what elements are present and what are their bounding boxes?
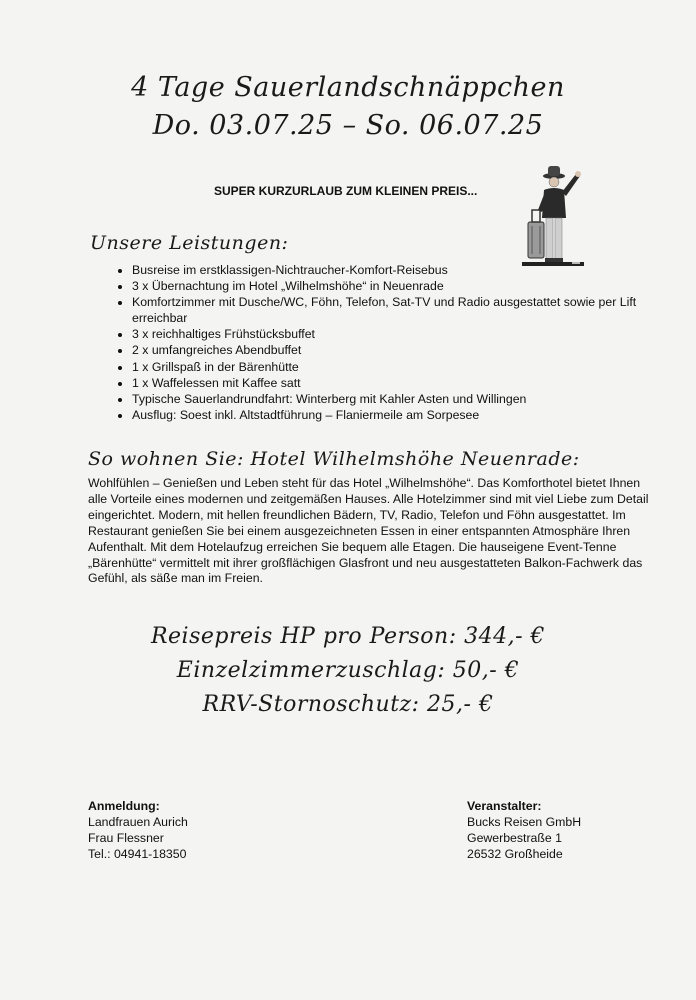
title-line-2: Do. 03.07.25 – So. 06.07.25 [152, 110, 544, 141]
registration-organization: Landfrauen Aurich [88, 815, 188, 829]
subtitle: SUPER KURZURLAUB ZUM KLEINEN PREIS... [214, 184, 478, 198]
registration-heading: Anmeldung: [88, 799, 160, 813]
cancellation-protection: RRV-Stornoschutz: 25,- € [202, 692, 494, 717]
title-line-1: 4 Tage Sauerlandschnäppchen [131, 72, 565, 103]
registration-phone: Tel.: 04941-18350 [88, 847, 187, 861]
single-room-surcharge: Einzelzimmerzuschlag: 50,- € [176, 658, 520, 683]
list-item: • Typische Sauerlandrundfahrt: Winterberg mit Kahler Asten und Willingen [132, 391, 692, 407]
list-item: • 3 x Übernachtung im Hotel „Wilhelmshöhe“ in Neuenrade [132, 278, 692, 294]
organizer-heading: Veranstalter: [467, 799, 542, 813]
organizer-city: 26532 Großheide [467, 847, 563, 861]
services-list [100, 262, 692, 423]
hotel-description: Wohlfühlen – Genießen und Leben steht für das Hotel „Wilhelmshöhe“. Das Komforthotel bietet Ihnen alle Vorteile eines modernen und zeitgemäßen Hauses. Alle Hotelzimmer sind mit viel Liebe zum Detail eingerichtet. Modern, mit hellen freundlichen Bädern, TV, Radio, Telefon und Föhn ausgestattet. Im Restaurant genießen Sie bei einem ausgezeichneten Essen in einer entspannten Atmosphäre Ihren Aufenthalt. Mit dem Hotelaufzug erreichen Sie bequem alle Etagen. Die hauseigene Event-Tenne „Bärenhütte“ vermittelt mit ihrer großflächigen Glasfront und neu ausgestatteten Balkon-Fachwerk das Gefühl, als säße man im Freien. [88, 476, 649, 586]
organizer-street: Gewerbestraße 1 [467, 831, 563, 845]
list-item: • Komfortzimmer mit Dusche/WC, Föhn, Telefon, Sat-TV und Radio ausgestattet sowie per Lift erreichbar [132, 294, 692, 326]
list-item: • 1 x Waffelessen mit Kaffee satt [132, 375, 692, 391]
price-per-person: Reisepreis HP pro Person: 344,- € [150, 624, 546, 649]
registration-contact: Frau Flessner [88, 831, 164, 845]
list-item: • Busreise im erstklassigen-Nichtraucher-Komfort-Reisebus [132, 262, 692, 278]
list-item: • Ausflug: Soest inkl. Altstadtführung – Flaniermeile am Sorpesee [132, 407, 692, 423]
traveler-with-suitcase-illustration [520, 162, 588, 270]
organizer-block [467, 798, 581, 862]
list-item: • 1 x Grillspaß in der Bärenhütte [132, 359, 692, 375]
hotel-heading: So wohnen Sie: Hotel Wilhelmshöhe Neuenrade: [88, 448, 580, 470]
organizer-company: Bucks Reisen GmbH [467, 815, 582, 829]
services-heading: Unsere Leistungen: [90, 232, 289, 254]
list-item: • 3 x reichhaltiges Frühstücksbuffet [132, 326, 692, 342]
list-item: • 2 x umfangreiches Abendbuffet [132, 342, 692, 358]
registration-block [88, 798, 188, 862]
